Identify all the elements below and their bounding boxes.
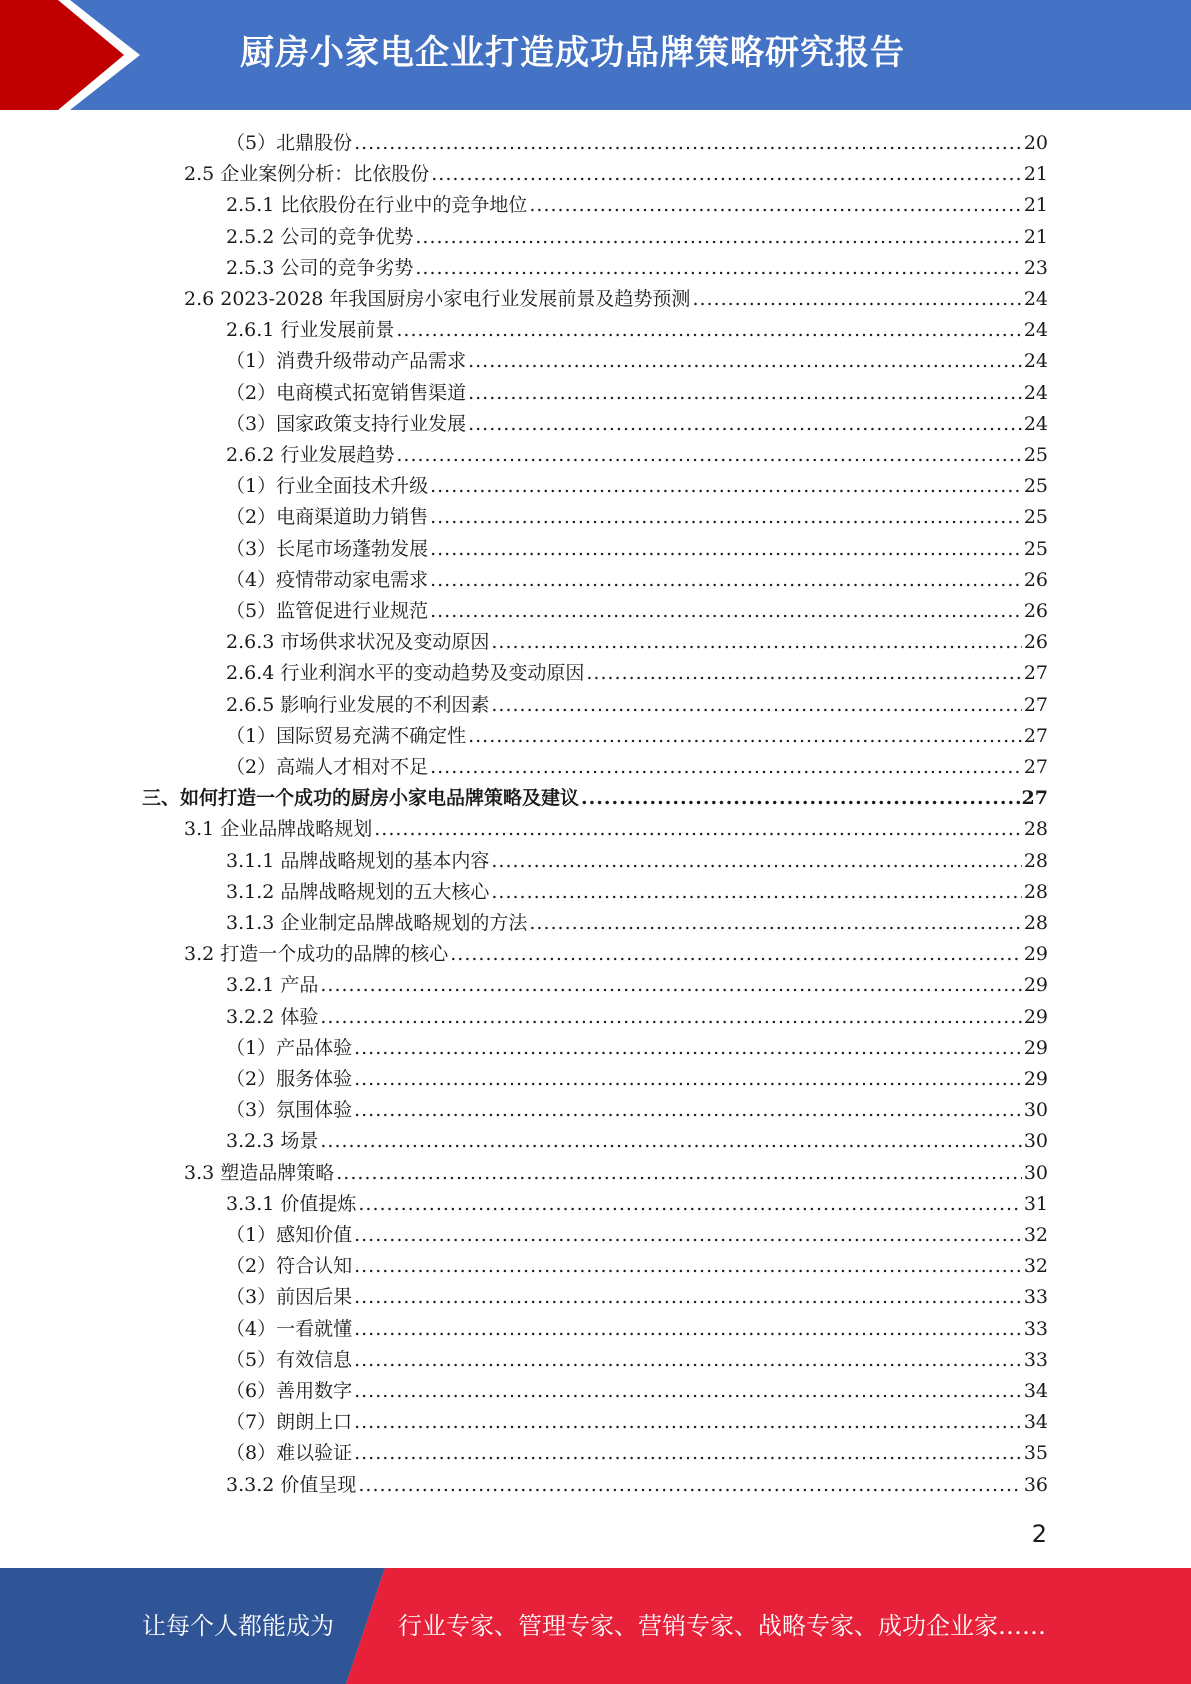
toc-entry-title: 2.6.3 市场供求状况及变动原因 — [226, 631, 490, 654]
toc-dot-leader — [415, 222, 1021, 253]
toc-entry-page: 25 — [1023, 506, 1048, 529]
toc-entry[interactable] — [142, 783, 1048, 814]
toc-entry[interactable] — [226, 627, 1048, 658]
toc-entry-page: 28 — [1023, 880, 1048, 903]
toc-entry-title: 三、如何打造一个成功的厨房小家电品牌策略及建议 — [142, 787, 580, 810]
toc-entry[interactable] — [226, 1470, 1048, 1501]
toc-entry[interactable] — [226, 253, 1048, 284]
toc-entry-page: 33 — [1023, 1286, 1048, 1309]
toc-entry-page: 27 — [1023, 724, 1048, 747]
toc-entry-page: 29 — [1023, 943, 1048, 966]
toc-entry-page: 27 — [1023, 662, 1048, 685]
toc-dot-leader — [450, 939, 1022, 970]
toc-entry[interactable] — [226, 1002, 1048, 1033]
toc-dot-leader — [491, 877, 1021, 908]
toc-entry-title: （8）难以验证 — [226, 1442, 353, 1465]
toc-entry-page: 24 — [1023, 350, 1048, 373]
toc-entry-title: 3.3 塑造品牌策略 — [184, 1161, 335, 1184]
toc-entry-title: （2）符合认知 — [226, 1255, 353, 1278]
toc-dot-leader — [354, 1095, 1022, 1126]
toc-entry-title: （5）有效信息 — [226, 1348, 353, 1371]
toc-entry[interactable] — [226, 409, 1048, 440]
toc-entry[interactable] — [226, 1376, 1048, 1407]
toc-dot-leader — [431, 159, 1022, 190]
toc-dot-leader — [586, 658, 1021, 689]
toc-entry[interactable] — [226, 346, 1048, 377]
toc-entry[interactable] — [226, 1438, 1048, 1469]
toc-entry-title: （5）监管促进行业规范 — [226, 600, 429, 622]
toc-entry-title: （5）北鼎股份 — [226, 132, 353, 154]
toc-entry-page: 24 — [1023, 412, 1048, 435]
toc-entry-title: 2.5.1 比依股份在行业中的竞争地位 — [226, 194, 528, 217]
toc-entry-page: 26 — [1023, 631, 1048, 654]
toc-entry-page: 27 — [1023, 693, 1048, 716]
toc-entry[interactable] — [226, 1189, 1048, 1220]
toc-entry-title: 2.5.2 公司的竞争优势 — [226, 225, 414, 248]
toc-entry-title: 2.6.5 影响行业发展的不利因素 — [226, 693, 490, 716]
toc-entry-page: 26 — [1023, 600, 1048, 622]
toc-entry[interactable] — [226, 378, 1048, 409]
toc-dot-leader — [320, 970, 1021, 1001]
toc-entry-page: 34 — [1023, 1411, 1048, 1434]
toc-entry-title: 3.1 企业品牌战略规划 — [184, 818, 373, 841]
toc-dot-leader — [430, 596, 1022, 627]
toc-entry-title: （3）国家政策支持行业发展 — [226, 412, 467, 435]
toc-entry[interactable] — [226, 1220, 1048, 1251]
toc-entry-page: 21 — [1023, 194, 1048, 217]
toc-dot-leader — [374, 814, 1022, 845]
toc-dot-leader — [468, 378, 1022, 409]
toc-entry-title: 2.5.3 公司的竞争劣势 — [226, 256, 414, 279]
toc-entry[interactable] — [226, 315, 1048, 346]
toc-entry[interactable] — [226, 1251, 1048, 1282]
toc-entry-page: 30 — [1023, 1161, 1048, 1184]
toc-dot-leader — [396, 440, 1021, 471]
toc-entry-page: 21 — [1023, 225, 1048, 248]
page-number: 2 — [1031, 1520, 1047, 1548]
toc-entry-title: 2.6 2023-2028 年我国厨房小家电行业发展前景及趋势预测 — [184, 288, 691, 310]
toc-dot-leader — [491, 846, 1021, 877]
toc-entry-title: 3.2.2 体验 — [226, 1005, 319, 1028]
toc-entry-page: 32 — [1023, 1255, 1048, 1278]
toc-entry-page: 30 — [1023, 1130, 1048, 1153]
toc-entry[interactable] — [226, 1064, 1048, 1095]
toc-entry-page: 29 — [1023, 974, 1048, 997]
toc-dot-leader — [336, 1158, 1022, 1189]
toc-entry-title: （3）氛围体验 — [226, 1099, 353, 1122]
toc-entry-title: 3.3.1 价值提炼 — [226, 1192, 357, 1215]
toc-entry-title: 3.1.2 品牌战略规划的五大核心 — [226, 880, 490, 903]
toc-entry-page: 28 — [1023, 912, 1048, 934]
toc-dot-leader — [354, 1282, 1022, 1313]
toc-entry-page: 20 — [1023, 132, 1048, 154]
toc-entry[interactable] — [226, 1095, 1048, 1126]
header-banner — [0, 0, 1191, 110]
toc-entry-page: 23 — [1023, 256, 1048, 279]
toc-dot-leader — [430, 502, 1022, 533]
toc-entry[interactable] — [226, 222, 1048, 253]
toc-entry[interactable] — [226, 877, 1048, 908]
toc-entry-title: 3.2.3 场景 — [226, 1130, 319, 1153]
toc-entry[interactable] — [226, 658, 1048, 689]
toc-entry-title: （1）消费升级带动产品需求 — [226, 350, 467, 373]
toc-entry-title: 2.6.1 行业发展前景 — [226, 319, 395, 342]
toc-entry[interactable] — [226, 1407, 1048, 1438]
footer-slogan-left: 让每个人都能成为 — [142, 1612, 334, 1640]
toc-entry-page: 25 — [1023, 444, 1048, 466]
toc-dot-leader — [430, 534, 1022, 565]
toc-entry-page: 29 — [1023, 1036, 1048, 1059]
toc-dot-leader — [320, 1126, 1021, 1157]
footer-banner — [0, 1568, 1191, 1684]
toc-entry-title: （4）疫情带动家电需求 — [226, 568, 429, 591]
toc-entry-title: （3）长尾市场蓬勃发展 — [226, 537, 429, 560]
toc-dot-leader — [354, 1251, 1022, 1282]
toc-dot-leader — [354, 1064, 1022, 1095]
toc-entry-title: （6）善用数字 — [226, 1380, 353, 1402]
toc-dot-leader — [491, 627, 1021, 658]
toc-dot-leader — [529, 190, 1021, 221]
toc-entry-title: （1）产品体验 — [226, 1036, 353, 1059]
header-arrow-icon — [0, 0, 160, 110]
toc-dot-leader — [354, 1220, 1022, 1251]
toc-entry-page: 32 — [1023, 1224, 1048, 1246]
toc-dot-leader — [491, 690, 1021, 721]
toc-entry-page: 28 — [1023, 849, 1048, 872]
toc-entry-page: 24 — [1023, 319, 1048, 342]
toc-dot-leader — [529, 908, 1021, 939]
toc-entry-page: 34 — [1023, 1380, 1048, 1402]
toc-entry-title: 3.1.3 企业制定品牌战略规划的方法 — [226, 912, 528, 934]
toc-dot-leader — [354, 1438, 1022, 1469]
toc-dot-leader — [430, 471, 1022, 502]
toc-dot-leader — [468, 346, 1022, 377]
toc-entry[interactable] — [226, 721, 1048, 752]
toc-dot-leader — [354, 1033, 1022, 1064]
toc-entry-page: 24 — [1023, 381, 1048, 404]
toc-entry-page: 33 — [1023, 1317, 1048, 1340]
toc-dot-leader — [581, 783, 1020, 814]
toc-entry[interactable] — [184, 939, 1048, 970]
toc-entry[interactable] — [226, 471, 1048, 502]
toc-entry[interactable] — [226, 970, 1048, 1001]
toc-entry-title: （3）前因后果 — [226, 1286, 353, 1309]
toc-entry[interactable] — [184, 159, 1048, 190]
toc-dot-leader — [354, 128, 1022, 159]
toc-entry-title: 3.1.1 品牌战略规划的基本内容 — [226, 849, 490, 872]
toc-entry-title: 2.5 企业案例分析：比依股份 — [184, 163, 430, 186]
toc-entry[interactable] — [226, 596, 1048, 627]
toc-dot-leader — [468, 721, 1022, 752]
toc-dot-leader — [358, 1189, 1021, 1220]
toc-entry-title: 3.2 打造一个成功的品牌的核心 — [184, 943, 449, 966]
toc-dot-leader — [396, 315, 1021, 346]
toc-dot-leader — [354, 1407, 1022, 1438]
toc-entry-title: （2）高端人才相对不足 — [226, 756, 429, 778]
toc-dot-leader — [358, 1470, 1021, 1501]
toc-entry[interactable] — [184, 1158, 1048, 1189]
toc-entry[interactable] — [226, 534, 1048, 565]
toc-entry[interactable] — [226, 128, 1048, 159]
toc-entry-page: 21 — [1023, 163, 1048, 186]
toc-entry[interactable] — [184, 284, 1048, 315]
toc-entry-title: 3.3.2 价值呈现 — [226, 1473, 357, 1496]
toc-entry-title: （2）服务体验 — [226, 1068, 353, 1090]
toc-entry-page: 24 — [1023, 288, 1048, 310]
toc-entry[interactable] — [226, 1033, 1048, 1064]
toc-entry-page: 33 — [1023, 1348, 1048, 1371]
toc-entry-title: （2）电商模式拓宽销售渠道 — [226, 381, 467, 404]
toc-entry[interactable] — [226, 190, 1048, 221]
toc-entry-title: 2.6.4 行业利润水平的变动趋势及变动原因 — [226, 662, 585, 685]
toc-entry-title: （1）行业全面技术升级 — [226, 475, 429, 498]
toc-entry[interactable] — [226, 752, 1048, 783]
toc-entry-title: 2.6.2 行业发展趋势 — [226, 444, 395, 466]
toc-entry[interactable] — [226, 1345, 1048, 1376]
toc-dot-leader — [692, 284, 1021, 315]
toc-entry-page: 36 — [1023, 1473, 1048, 1496]
toc-entry-page: 30 — [1023, 1099, 1048, 1122]
footer-slogan-right: 行业专家、管理专家、营销专家、战略专家、成功企业家…… — [398, 1612, 1046, 1640]
toc-entry-page: 26 — [1023, 568, 1048, 591]
toc-dot-leader — [354, 1345, 1022, 1376]
toc-entry[interactable] — [226, 846, 1048, 877]
toc-entry[interactable] — [226, 565, 1048, 596]
toc-dot-leader — [354, 1376, 1022, 1407]
toc-entry[interactable] — [226, 690, 1048, 721]
toc-dot-leader — [320, 1002, 1021, 1033]
toc-entry-page: 29 — [1023, 1068, 1048, 1090]
toc-dot-leader — [430, 752, 1022, 783]
toc-entry-title: （1）国际贸易充满不确定性 — [226, 724, 467, 747]
toc-entry[interactable] — [226, 440, 1048, 471]
toc-entry-page: 27 — [1023, 756, 1048, 778]
toc-entry[interactable] — [226, 908, 1048, 939]
toc-entry[interactable] — [226, 502, 1048, 533]
toc-dot-leader — [354, 1314, 1022, 1345]
toc-dot-leader — [430, 565, 1022, 596]
toc-entry-title: （7）朗朗上口 — [226, 1411, 353, 1434]
toc-entry[interactable] — [226, 1126, 1048, 1157]
toc-entry-page: 25 — [1023, 537, 1048, 560]
toc-entry[interactable] — [226, 1282, 1048, 1313]
toc-entry-page: 25 — [1023, 475, 1048, 498]
toc-entry-title: （4）一看就懂 — [226, 1317, 353, 1340]
toc-entry[interactable] — [226, 1314, 1048, 1345]
toc-entry-page: 31 — [1023, 1192, 1048, 1215]
toc-entry[interactable] — [184, 814, 1048, 845]
toc-dot-leader — [468, 409, 1022, 440]
toc-dot-leader — [415, 253, 1021, 284]
toc-entry-title: （2）电商渠道助力销售 — [226, 506, 429, 529]
toc-entry-page: 28 — [1023, 818, 1048, 841]
toc-entry-page: 27 — [1021, 787, 1048, 810]
toc-entry-page: 29 — [1023, 1005, 1048, 1028]
toc-entry-page: 35 — [1023, 1442, 1048, 1465]
toc-entry-title: 3.2.1 产品 — [226, 974, 319, 997]
toc-entry-title: （1）感知价值 — [226, 1224, 353, 1246]
report-title: 厨房小家电企业打造成功品牌策略研究报告 — [240, 33, 905, 73]
